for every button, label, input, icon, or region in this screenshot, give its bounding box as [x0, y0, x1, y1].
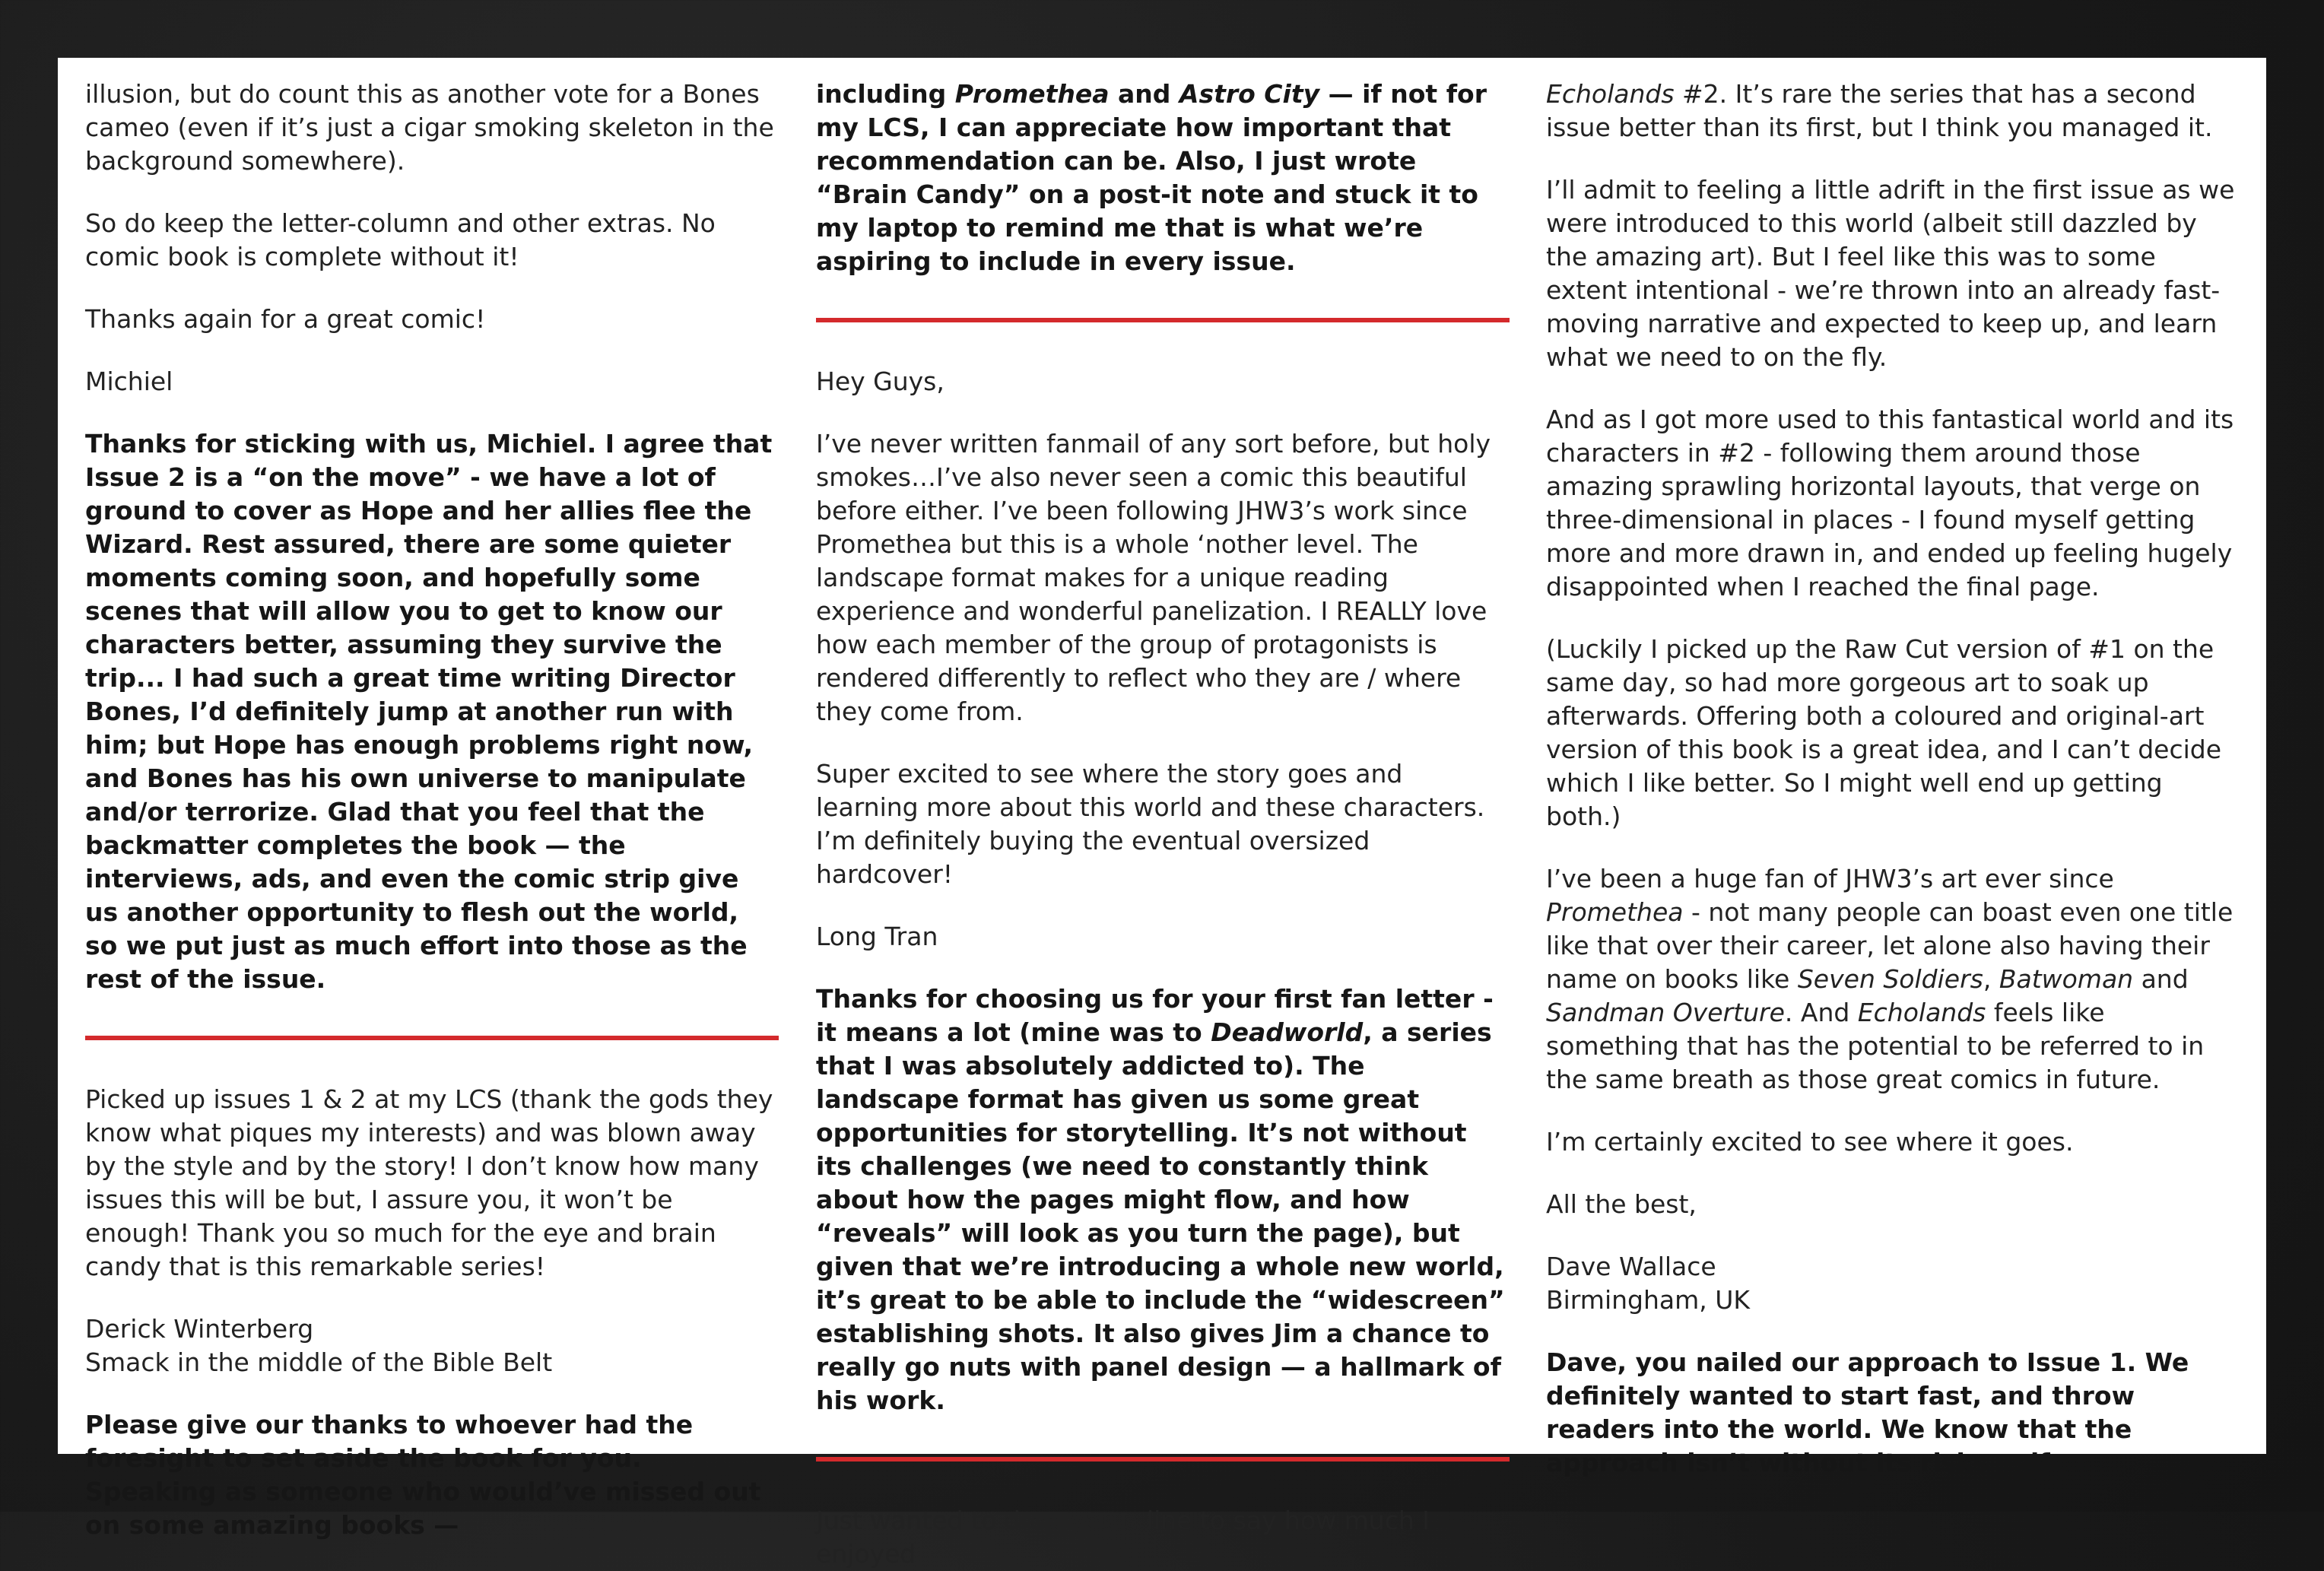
letter-4-start: Just wanted to drop you a line to say how much I enjoyed — [816, 1506, 1430, 1569]
letter-3-greeting: Hey Guys, — [816, 367, 945, 396]
title-echolands: Echolands — [1546, 79, 1675, 109]
letter-3-paragraph: I’ve never written fanmail of any sort before, but holy smokes…I’ve also never seen a comic this beautiful before either. I’ve been following JHW3’s work since Promethea but this is a whole ‘nother level. The landscape format makes for a unique reading experience and wonderful panelization. I REALLY love how each member of the group of protagonists is rendered differently to reflect who they are / where they come from. — [816, 429, 1491, 726]
title-astro-city: Astro City — [1179, 79, 1320, 109]
reply-4-start: Dave, you nailed our approach to Issue 1. We definitely wanted to start fast, and throw readers into the world. We know that the approach isn’t without its risks — if — [1546, 1347, 2189, 1477]
letter-4-signature-name: Dave Wallace — [1546, 1252, 1716, 1281]
letter-4-paragraph: (Luckily I picked up the Raw Cut version of #1 on the same day, so had more gorgeous art to soak up afterwards. Offering both a coloured and original-art version of this book is a great idea, and I can’t decide which I like better. So I might well end up getting both.) — [1546, 634, 2222, 831]
red-divider — [816, 1457, 1510, 1462]
letter-4-paragraph: I’ve been a huge fan of JHW3’s art ever since Promethea - not many people can boast even one title like that over their career, let alone also having their name on books like Seven Soldiers, Batwoman and Sandman Overture. And Echolands feels like something that has the potential to be referred to in the same breath as those great comics in future. — [1546, 864, 2234, 1094]
title-deadworld: Deadworld — [1211, 1017, 1364, 1047]
red-divider — [816, 318, 1510, 322]
letter-1-paragraph: Thanks again for a great comic! — [85, 304, 486, 334]
letter-2-signature-place: Smack in the middle of the Bible Belt — [85, 1347, 553, 1377]
letter-3-paragraph: Super excited to see where the story goes and learning more about this world and these characters. I’m definitely buying the eventual oversized hardcover! — [816, 759, 1485, 889]
column-1 — [85, 78, 779, 1542]
letter-3-signature: Long Tran — [816, 922, 938, 951]
column-3 — [1546, 78, 2240, 1480]
letter-4-paragraph: I’m certainly excited to see where it goes. — [1546, 1127, 2074, 1157]
letter-1-paragraph: So do keep the letter-column and other extras. No comic book is complete without it! — [85, 208, 716, 271]
title-promethea: Promethea — [954, 79, 1110, 109]
reply-2-start: Please give our thanks to whoever had the foresight to set aside the book for you. Speaking as someone who would’ve missed out on some amazing books — — [85, 1410, 761, 1540]
column-2 — [816, 78, 1510, 1571]
letter-2-paragraph: Picked up issues 1 & 2 at my LCS (thank the gods they know what piques my interests) and was blown away by the style and by the story! I don’t know how many issues this will be but, I assure you, it won’t be enough! Thank you so much for the eye and brain candy that is this remarkable series! — [85, 1084, 773, 1281]
letters-page — [58, 58, 2266, 1569]
letter-4-paragraph: Echolands #2. It’s rare the series that has a second issue better than its first, but I think you managed it. — [1546, 79, 2213, 142]
letter-4-signoff: All the best, — [1546, 1189, 1697, 1219]
letter-1-signature: Michiel — [85, 367, 173, 396]
letter-1-paragraph: illusion, but do count this as another vote for a Bones cameo (even if it’s just a cigar smoking skeleton in the background somewhere). — [85, 79, 774, 176]
reply-3: Thanks for choosing us for your first fan letter - it means a lot (mine was to Deadworld, a series that I was absolutely addicted to). The landscape format has given us some great opportunities for storytelling. It’s not without its challenges (we need to constantly think about how the pages might flow, and how “reveals” will look as you turn the page), but given that we’re introducing a whole new world, it’s great to be able to include the “widescreen” establishing shots. It also gives Jim a chance to really go nuts with panel design — a hallmark of his work. — [816, 984, 1505, 1415]
reply-2-continued: including Promethea and Astro City — if not for my LCS, I can appreciate how important that recommendation can be. Also, I just wrote “Brain Candy” on a post-it note and stuck it to my laptop to remind me that is what we’re aspiring to include in every issue. — [816, 79, 1487, 276]
letter-4-paragraph: I’ll admit to feeling a little adrift in the first issue as we were introduced to this world (albeit still dazzled by the amazing art). But I feel like this was to some extent intentional - we’re thrown into an already fast-moving narrative and expected to keep up, and learn what we need to on the fly. — [1546, 175, 2235, 372]
letter-4-paragraph: And as I got more used to this fantastical world and its characters in #2 - following them around those amazing sprawling horizontal layouts, that verge on three-dimensional in places - I found myself getting more and more drawn in, and ended up feeling hugely disappointed when I reached the final page. — [1546, 405, 2234, 601]
reply-1: Thanks for sticking with us, Michiel. I agree that Issue 2 is a “on the move” - we have a lot of ground to cover as Hope and her allies flee the Wizard. Rest assured, there are some quieter moments coming soon, and hopefully some scenes that will allow you to get to know our characters better, assuming they survive the trip... I had such a great time writing Director Bones, I’d definitely jump at another run with him; but Hope has enough problems right now, and Bones has his own universe to manipulate and/or terrorize. Glad that you feel that the backmatter completes the book — the interviews, ads, and even the comic strip give us another opportunity to flesh out the world, so we put just as much effort into those as the rest of the issue. — [85, 429, 773, 994]
letter-2-signature-name: Derick Winterberg — [85, 1314, 314, 1344]
red-divider — [85, 1036, 779, 1040]
letter-4-signature-place: Birmingham, UK — [1546, 1285, 1751, 1315]
